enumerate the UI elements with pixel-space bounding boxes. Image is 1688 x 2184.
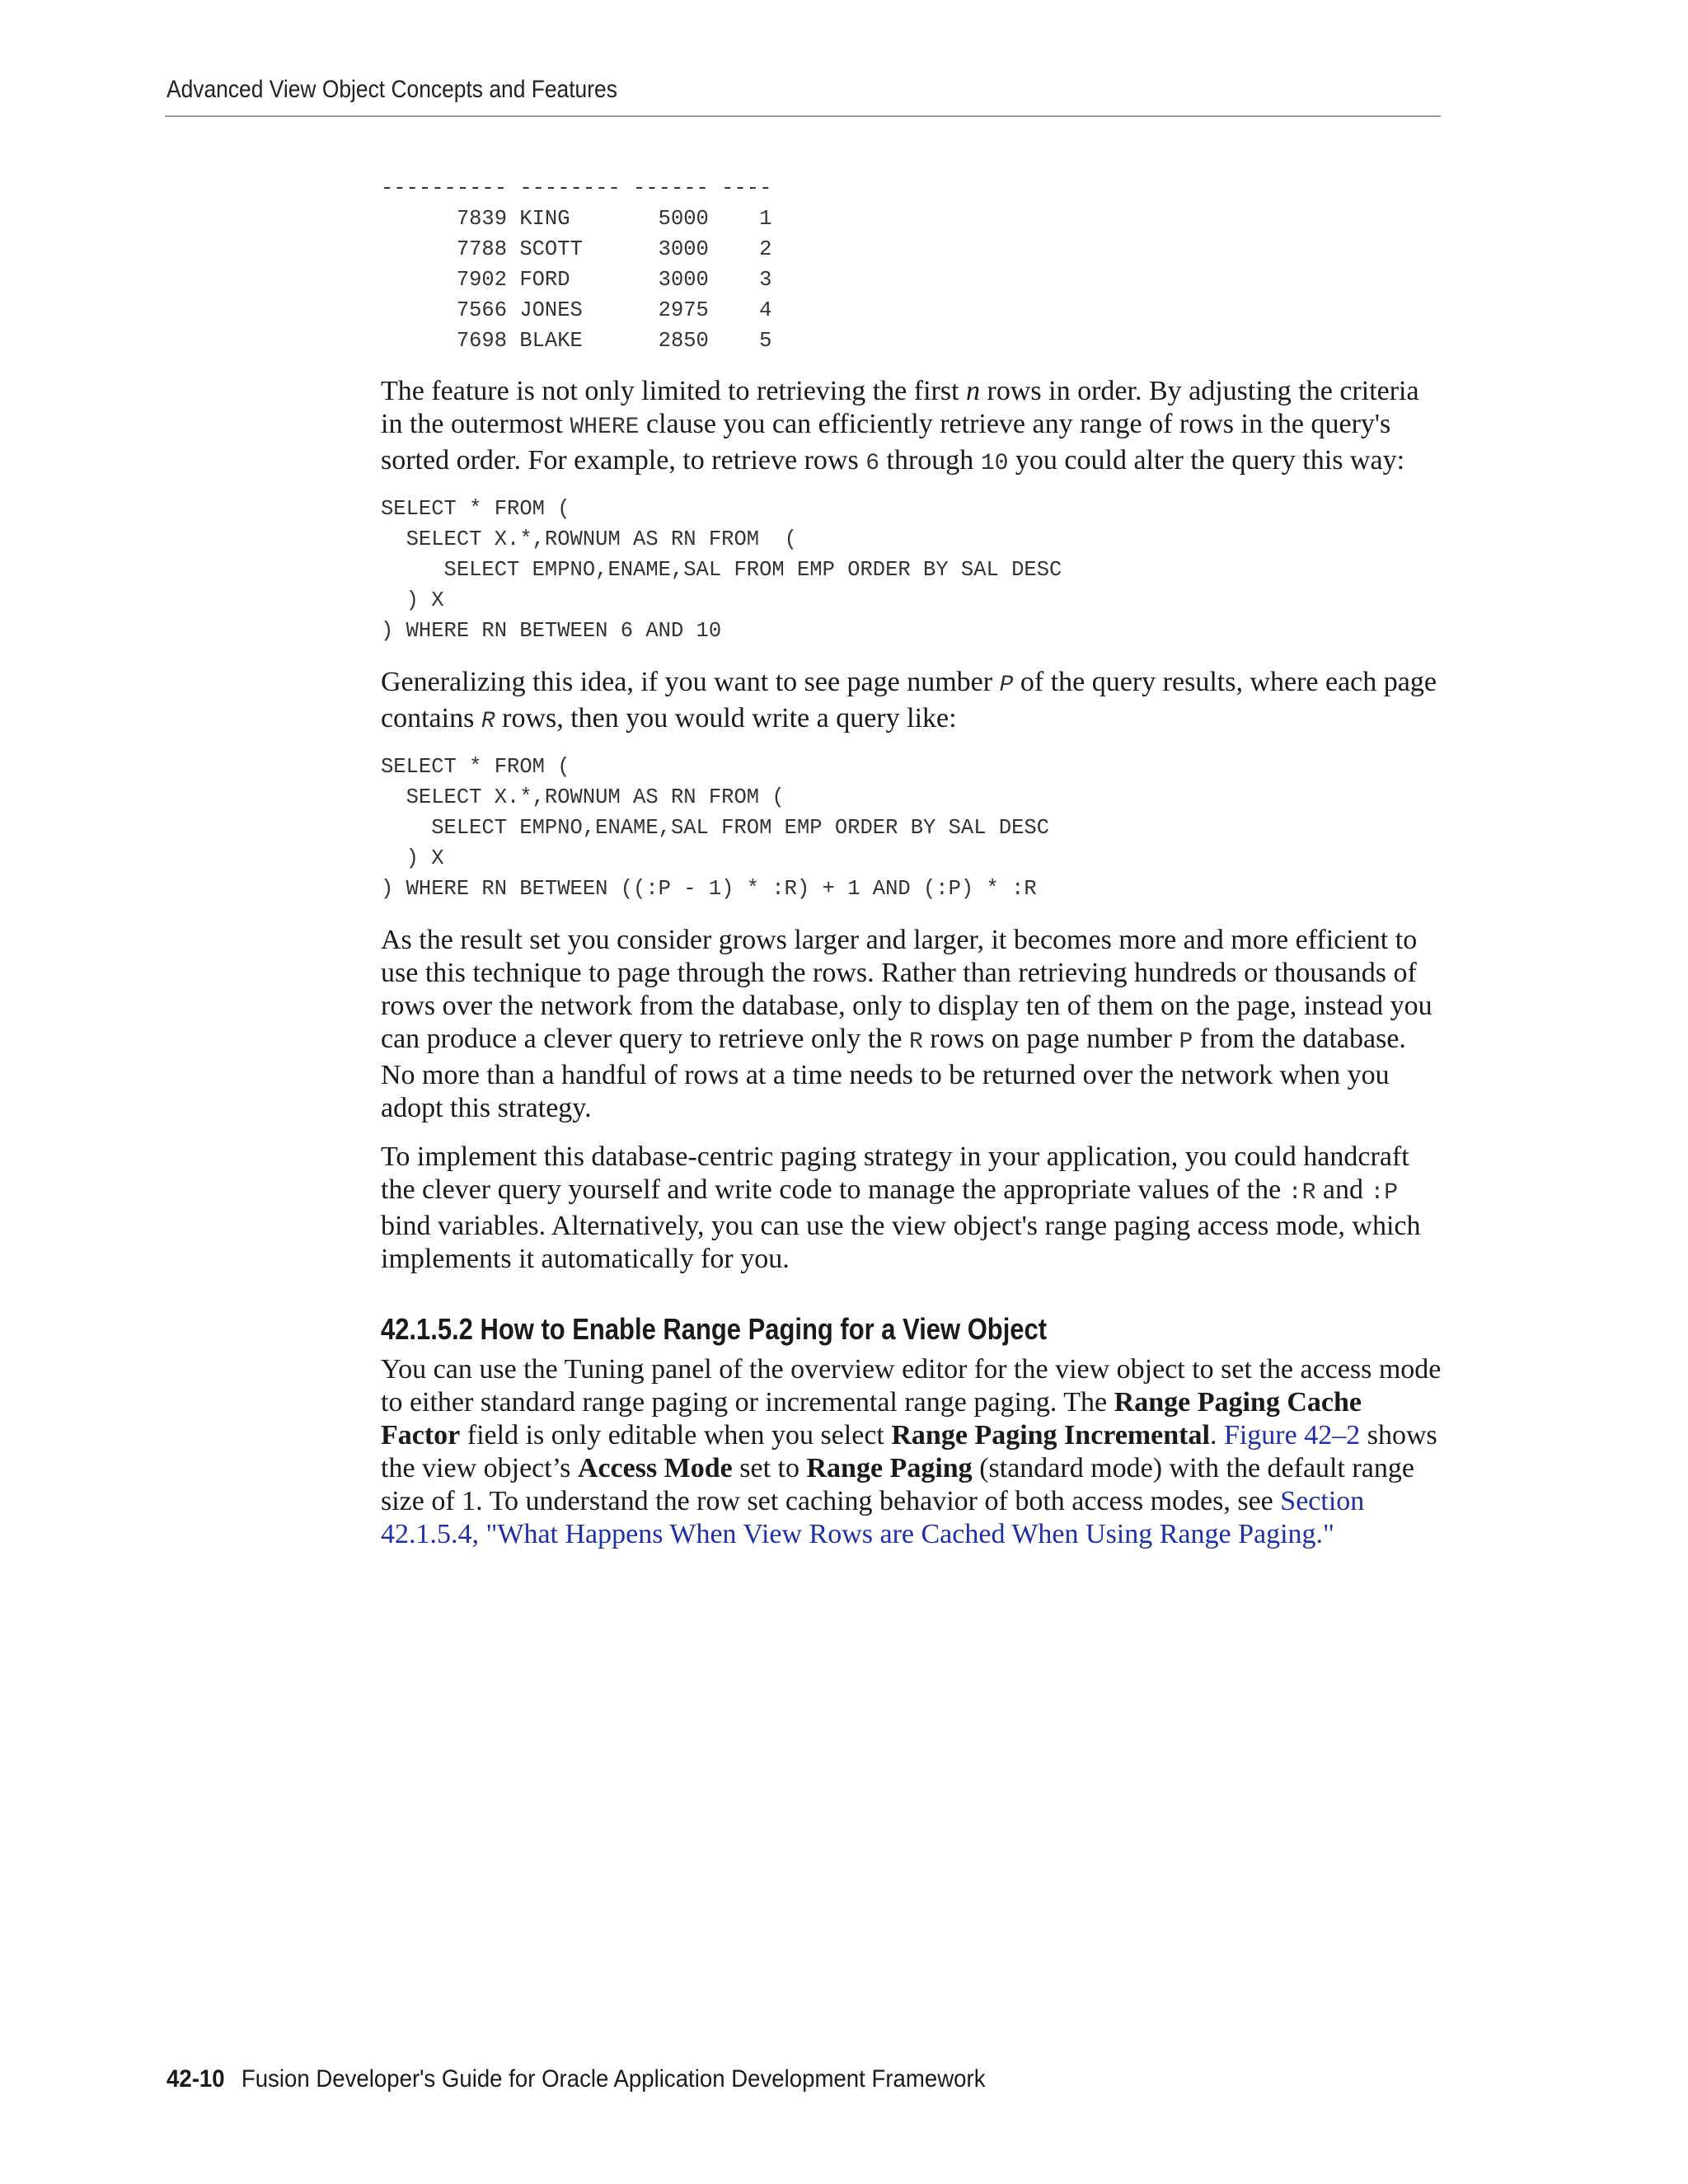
text: To implement this database-centric paging strategy in your application, you could handcraft the clever query yourself and write code to manage the appropriate values of the xyxy=(381,1141,1409,1205)
inline-code-10: 10 xyxy=(980,451,1009,476)
text: bind variables. Alternatively, you can use the view object's range paging access mode, which implements it automatically for you. xyxy=(381,1211,1421,1274)
text: rows, then you would write a query like: xyxy=(495,703,957,733)
code-block-query-result: ---------- -------- ------ ---- 7839 KING 5000 1 7788 SCOTT 3000 2 7902 FORD 3000 3 7566 JONES 2975 4 7698 BLAKE 2850 5 xyxy=(381,176,772,353)
text: The feature is not only limited to retrieving the first xyxy=(381,376,967,406)
text: field is only editable when you select xyxy=(460,1420,892,1451)
inline-code-where: WHERE xyxy=(570,415,640,440)
paragraph-range-retrieval xyxy=(381,375,1444,480)
book-title: Fusion Developer's Guide for Oracle Application Development Framework xyxy=(241,2065,986,2093)
text: through xyxy=(879,445,981,476)
code-block-query-paging: SELECT * FROM ( SELECT X.*,ROWNUM AS RN FROM ( SELECT EMPNO,ENAME,SAL FROM EMP ORDER BY SAL DESC ) X ) WHERE RN BETWEEN ((:P - 1) * :R) + 1 AND (:P) * :R xyxy=(381,755,1050,901)
running-header: Advanced View Object Concepts and Features xyxy=(166,76,617,103)
text: set to xyxy=(732,1453,807,1483)
inline-code-r: R xyxy=(481,709,495,734)
inline-code-r-bind: :R xyxy=(1287,1180,1316,1206)
text: shows the view object’s xyxy=(381,1420,1437,1483)
text: from the database. No more than a handful of rows at a time needs to be returned over the network when you adopt this strategy. xyxy=(381,1024,1406,1123)
bold-term: Access Mode xyxy=(577,1453,733,1483)
bold-term: Range Paging Incremental xyxy=(891,1420,1210,1451)
text: As the result set you consider grows larger and larger, it becomes more and more efficient to use this technique to page through the rows. Rather than retrieving hundreds or thousands of rows over the network from the database, only to display ten of them on the page, instead you can produce a clever query to retrieve only the xyxy=(381,925,1432,1054)
bold-term: Range Paging xyxy=(806,1453,973,1483)
page-number: 42-10 xyxy=(166,2065,225,2093)
section-heading: 42.1.5.2 How to Enable Range Paging for a View Object xyxy=(381,1312,1048,1346)
paragraph-generalizing xyxy=(381,666,1444,738)
page-body xyxy=(381,173,1444,1551)
text: and xyxy=(1315,1174,1371,1205)
italic-n: n xyxy=(966,376,981,406)
inline-code-6: 6 xyxy=(865,451,880,476)
paragraph-enable-range-paging xyxy=(381,1353,1444,1551)
header-rule xyxy=(165,115,1441,117)
paragraph-efficiency xyxy=(381,924,1444,1125)
inline-code-p-bind: :P xyxy=(1370,1180,1399,1206)
figure-link[interactable]: Figure 42–2 xyxy=(1223,1420,1361,1451)
section-link[interactable]: Section 42.1.5.4, "What Happens When View Rows are Cached When Using Range Paging." xyxy=(381,1486,1365,1549)
text: you could alter the query this way: xyxy=(1008,445,1405,476)
text: rows on page number xyxy=(922,1024,1179,1054)
text: Generalizing this idea, if you want to see page number xyxy=(381,667,1000,697)
text: clause you can efficiently retrieve any range of rows in the query's sorted order. For example, to retrieve rows xyxy=(381,409,1391,476)
text: . xyxy=(1209,1420,1224,1451)
page-footer xyxy=(166,2065,986,2093)
inline-code-r: R xyxy=(908,1029,923,1055)
paragraph-implement xyxy=(381,1141,1444,1276)
inline-code-p: P xyxy=(999,673,1014,698)
text: You can use the Tuning panel of the overview editor for the view object to set the access mode to either standard range paging or incremental range paging. The xyxy=(381,1354,1442,1418)
bold-term: Range Paging Cache Factor xyxy=(381,1387,1362,1451)
text: (standard mode) with the default range size of 1. To understand the row set caching behavior of both access modes, see xyxy=(381,1453,1414,1516)
code-block-query-6-10: SELECT * FROM ( SELECT X.*,ROWNUM AS RN FROM ( SELECT EMPNO,ENAME,SAL FROM EMP ORDER BY SAL DESC ) X ) WHERE RN BETWEEN 6 AND 10 xyxy=(381,497,1062,643)
inline-code-p: P xyxy=(1179,1029,1193,1055)
text: of the query results, where each page contains xyxy=(381,667,1437,733)
text: rows in order. By adjusting the criteria in the outermost xyxy=(381,376,1419,439)
